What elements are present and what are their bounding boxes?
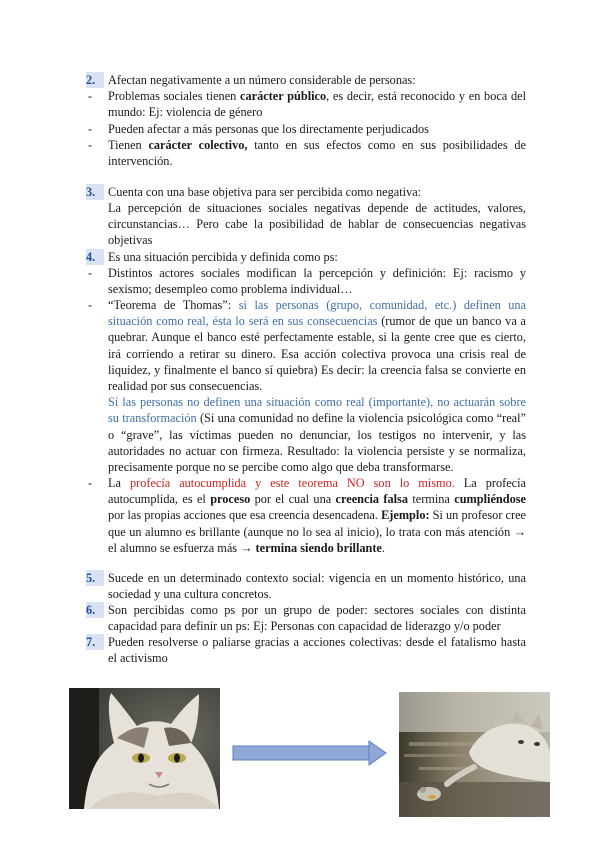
bullet-afectar: Pueden afectar a más personas que los directamente perjudicados: [108, 122, 429, 136]
bullet-caracter-publico: Problemas sociales tienen carácter público, es decir, está reconocido y en boca del mundo: Ej: violencia de género: [108, 89, 526, 120]
item-number-3: 3.: [86, 184, 104, 200]
item-number-5: 5.: [86, 570, 104, 586]
item-5-text: Sucede en un determinado contexto social: vigencia en un momento histórico, una sociedad y una cultura concretos.: [108, 571, 526, 602]
bullet-profecia-autocumplida: La profecía autocumplida y este teorema NO son lo mismo. La profecía autocumplida, es el proceso por el cual una creencia falsa termina cumpliéndose por las propias acciones que esa creencia desencadena. Ejemplo: Si un profesor cree que un alumno es brillante (aunque no lo sea al inicio), lo trata con más atención → el alumno se esfuerza más → termina siendo brillante.: [108, 476, 526, 555]
item-7-text: Pueden resolverse o paliarse gracias a acciones colectivas: desde el fatalismo hasta el activismo: [108, 635, 526, 666]
cat-photo-right: [399, 692, 550, 817]
item-4-text: Es una situación percibida y definida como ps:: [108, 250, 338, 264]
bullet-dash: -: [88, 122, 93, 136]
item-number-4: 4.: [86, 249, 104, 265]
bullet-actores-sociales: Distintos actores sociales modifican la percepción y definición: Ej: racismo y sexismo; desempleo como problema individual…: [108, 266, 526, 297]
bullet-dash: -: [88, 89, 93, 103]
item-3-text: Cuenta con una base objetiva para ser percibida como negativa:: [108, 185, 422, 199]
arrow-right-icon: [232, 740, 387, 766]
cat-photo-left: [69, 688, 220, 809]
item-6-text: Son percibidas como ps por un grupo de poder: sectores sociales con distinta capacidad para definir un ps: Ej: Personas con capacidad de liderazgo y/o poder: [108, 603, 526, 634]
bullet-teorema-thomas: “Teorema de Thomas”: si las personas (grupo, comunidad, etc.) definen una situación como real, ésta lo será en sus consecuencias (rumor de que un banco va a quebrar. Aunque el banco esté perfectamente estable, si la gente cree que es cierto, irá corriendo a retirar su dinero. Esa acción colectiva provoca una crisis real de liquidez, y finalmente el banco sí quiebra) Es decir: la creencia falsa se convierte en realidad por sus consecuencias. Si las personas no definen una situación como real (importante), no actuarán sobre su transformación (Si una comunidad no define la violencia psicológica como “real” o “grave”, las víctimas pueden no denunciar, los testigos no intervenir, y las autoridades no actuar con firmeza. Resultado: la violencia persiste y se normaliza, precisamente porque no se percibe como algo que deba transformarse.: [108, 298, 527, 475]
bullet-dash: -: [88, 476, 93, 490]
item-number-7: 7.: [86, 634, 104, 650]
item-number-2: 2.: [86, 72, 104, 88]
item-2-text: Afectan negativamente a un número considerable de personas:: [108, 73, 416, 87]
item-3-paragraph: La percepción de situaciones sociales negativas depende de actitudes, valores, circunstancias… Pero cabe la posibilidad de hablar de consecuencias negativas objetivas: [108, 201, 526, 248]
item-number-6: 6.: [86, 602, 104, 618]
bullet-caracter-colectivo: Tienen carácter colectivo, tanto en sus efectos como en sus posibilidades de intervención.: [108, 138, 526, 169]
bullet-dash: -: [88, 138, 93, 152]
bullet-dash: -: [88, 266, 93, 280]
bullet-dash: -: [88, 298, 93, 312]
